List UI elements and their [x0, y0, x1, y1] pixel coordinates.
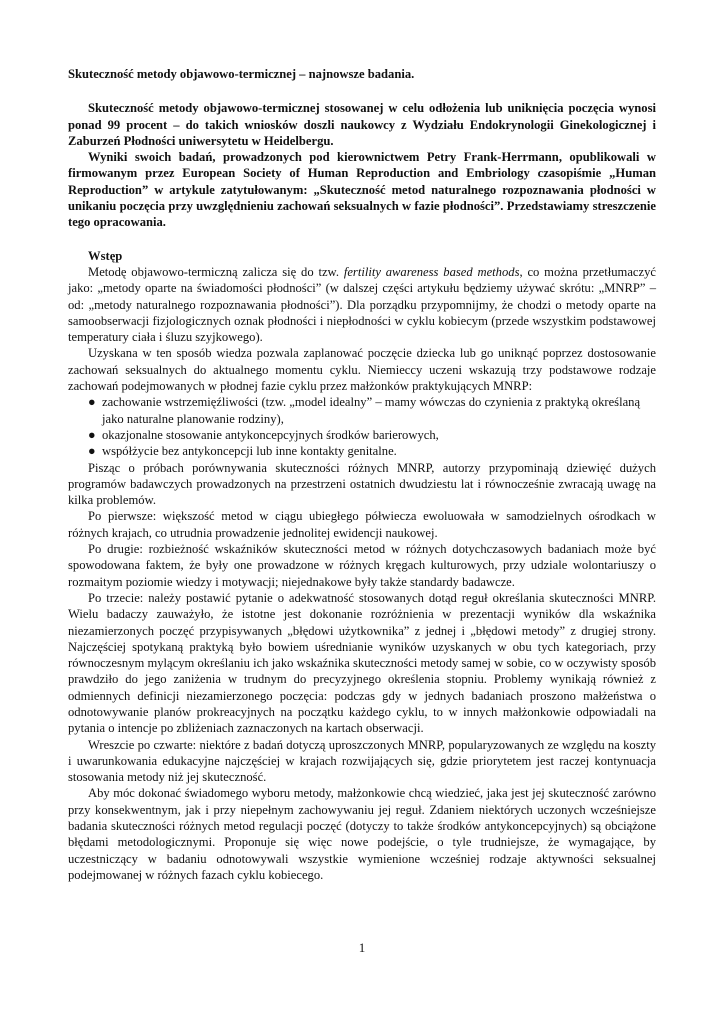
- body-paragraph: Pisząc o próbach porównywania skuteczności różnych MNRP, autorzy przypominają dziewięć dużych programów badawczych prowadzonych na przestrzeni ostatnich dwudziestu lat i równocześnie zwracają uwagę na kilka problemów.: [68, 460, 656, 508]
- body-paragraph: Po drugie: rozbieżność wskaźników skuteczności metod w różnych dotychczasowych badaniach może być spowodowana faktem, że były one prowadzone w różnych kręgach kulturowych, przy udziale wolontariuszy o rozmaitym poziomie wiedzy i motywacji; niejednakowe były także standardy badawcze.: [68, 542, 656, 589]
- intro-text-start: Metodę objawowo-termiczną zalicza się do tzw.: [88, 264, 344, 279]
- body-paragraph: Po pierwsze: większość metod w ciągu ubiegłego półwiecza ewoluowała w samodzielnych ośrodkach w różnych krajach, co utrudnia prowadzenie jednolitej ewidencji naukowej.: [68, 509, 656, 540]
- document-title: Skuteczność metody objawowo-termicznej – najnowsze badania.: [68, 67, 415, 81]
- intro-paragraph: [68, 264, 656, 345]
- behavior-list: [68, 394, 656, 459]
- list-item: [68, 427, 656, 443]
- section-heading: Wstęp: [88, 248, 123, 263]
- page-number: 1: [358, 940, 366, 955]
- body-paragraph: Wreszcie po czwarte: niektóre z badań dotyczą uproszczonych MNRP, popularyzowanych ze względu na koszty i uwarunkowania edukacyjne najczęściej w krajach rozwijających się, gdzie priorytetem jest raczej kontynuacja stosowania metody niż jej skuteczność.: [68, 737, 656, 785]
- lead-paragraph: Skuteczność metody objawowo-termicznej stosowanej w celu odłożenia lub uniknięcia poczęcia wynosi ponad 99 procent – do takich wniosków doszli naukowcy z Wydziału Endokrynologii Ginekologicznej i Zaburzeń Płodności uniwersytetu w Heidelbergu.: [68, 101, 656, 148]
- document-page: [68, 62, 656, 883]
- list-item: [68, 443, 656, 459]
- list-item-text: okazjonalne stosowanie antykoncepcyjnych środków barierowych,: [102, 427, 439, 442]
- bullet-icon: ●: [88, 444, 96, 459]
- body-paragraph: Aby móc dokonać świadomego wyboru metody, małżonkowie chcą wiedzieć, jaka jest jej skuteczność zarówno przy konsekwentnym, jak i przy niepełnym zachowywaniu jej reguł. Zdaniem niektórych uczonych wcześniejsze badania skuteczności różnych metod regulacji poczęć (dotyczy to także środków antykoncepcyjnych) są obciążone błędami metodologicznymi. Proponuje się więc nowe podejście, o tyle trudniejsze, że wymagające, by uczestniczący w badaniu odnotowywali wszystkie wymienione wcześniej rodzaje aktywności seksualnej podejmowanej w różnych fazach cyklu kobiecego.: [68, 786, 656, 882]
- intro-text-end: , co można przetłumaczyć jako: „metody oparte na świadomości płodności” (w dalszej części artykułu będziemy używać skrótu: „MNRP” – od: „metody naturalnego rozpoznawania płodności”). Dla porządku przypomnijmy, że chodzi o metody oparte na samoobserwacji fizjologicznych oznak płodności i niepłodności w cyklu kobiecym (przede wszystkim podstawowej temperatury ciała i śluzu szyjkowego).: [68, 264, 656, 345]
- list-item-text: współżycie bez antykoncepcji lub inne kontakty genitalne.: [102, 444, 397, 459]
- list-item: [68, 394, 656, 427]
- bullet-icon: ●: [88, 427, 96, 442]
- body-paragraph: Po trzecie: należy postawić pytanie o adekwatność stosowanych dotąd reguł określania skuteczności MNRP. Wielu badaczy zauważyło, że istotne jest dokonanie rozróżnienia w prezentacji wyników dla wskaźnika niezamierzonych poczęć przypisywanych „błędowi użytkownika” z jednej i „błędowi metody” z drugiej strony. Najczęściej spotykaną praktyką było bowiem uśrednianie wyników uzyskanych w obu tych kategoriach, przy równoczesnym mylącym określaniu ich jako wskaźnika skuteczności metody samej w sobie, co w oczywisty sposób prawdziło do jego zaniżenia w trudnym do precyzyjnego określenia stopniu. Problemy wynikają również z odmiennych definicji niezamierzonego poczęcia: podczas gdy w jednych badaniach proszono małżeństwa o odnotowywanie planów prokreacyjnych na początku każdego cyklu, to w innych małżonkowie odpowiadali na pytania o intencje po zbliżeniach zaznaczonych na kartach obserwacji.: [68, 590, 656, 736]
- list-item-text: zachowanie wstrzemięźliwości (tzw. „model idealny” – mamy wówczas do czynienia z praktyką określaną jako naturalne planowanie rodziny),: [102, 395, 641, 426]
- intro-italic-term: fertility awareness based methods: [343, 264, 520, 279]
- bullet-icon: ●: [88, 395, 96, 410]
- body-paragraph: Uzyskana w ten sposób wiedza pozwala zaplanować poczęcie dziecka lub go uniknąć poprzez dostosowanie zachowań seksualnych do aktualnego momentu cyklu. Niemieccy uczeni wskazują trzy podstawowe rodzaje zachowań podejmowanych w płodnej fazie cyklu przez małżonków praktykujących MNRP:: [68, 346, 656, 394]
- lead-paragraph: Wyniki swoich badań, prowadzonych pod kierownictwem Petry Frank-Herrmann, opublikowali w firmowanym przez European Society of Human Reproduction and Embriology czasopiśmie „Human Reproduction” w artykule zatytułowanym: „Skuteczność metod naturalnego rozpoznawania płodności w unikaniu poczęcia przy uwzględnieniu zachowań seksualnych w fazie płodności”. Przedstawiamy streszczenie tego opracowania.: [68, 150, 656, 230]
